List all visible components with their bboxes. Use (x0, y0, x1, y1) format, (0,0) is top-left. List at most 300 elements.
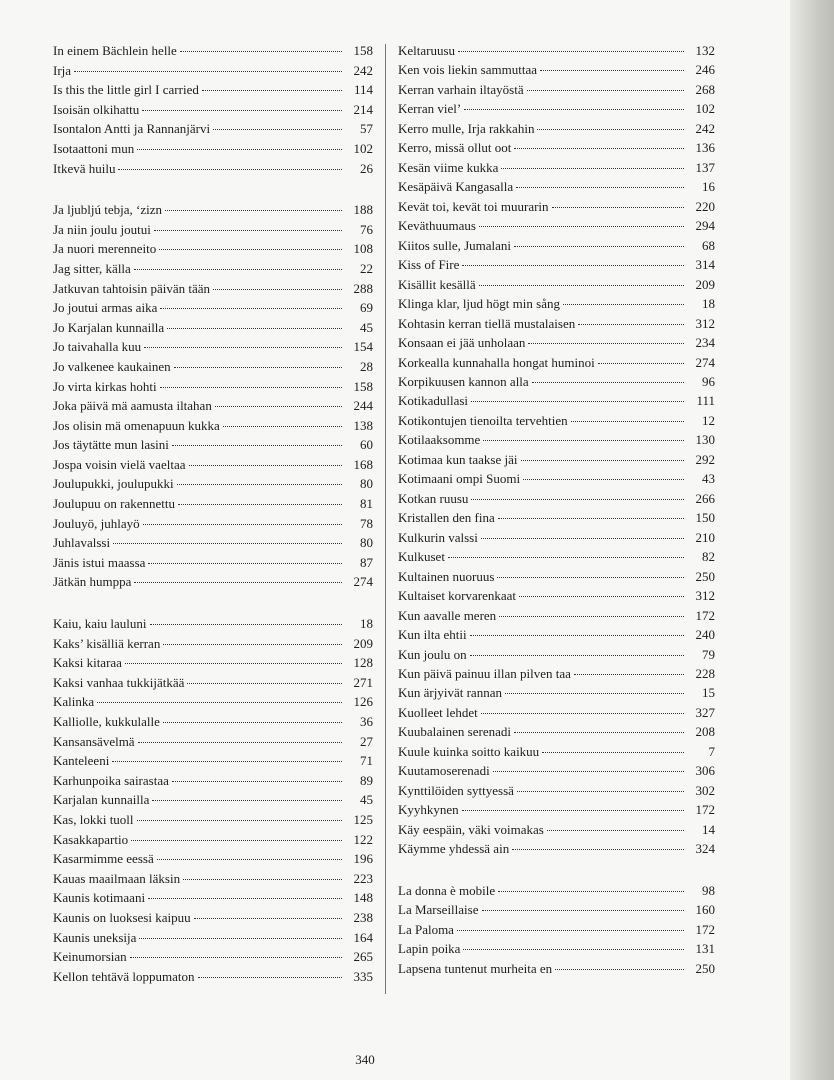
index-entry (53, 396, 373, 416)
dot-leader (165, 210, 342, 211)
song-page-number: 89 (360, 772, 373, 788)
index-entry (398, 742, 715, 761)
index-entry (53, 494, 373, 514)
dot-leader (514, 148, 684, 149)
song-title: Kun ilta ehtii (398, 627, 467, 643)
song-title: Kasakkapartio (53, 831, 129, 847)
dot-leader (172, 781, 342, 782)
dot-leader (150, 624, 342, 625)
index-column-left (53, 41, 373, 986)
song-page-number: 228 (695, 666, 715, 681)
song-page-number: 76 (360, 221, 373, 237)
song-title: La Marseillaise (398, 902, 479, 918)
song-title: Jos olisin mä omenapuun kukka (53, 417, 220, 433)
song-title: Kuubalainen serenadi (398, 724, 511, 740)
dot-leader (463, 949, 684, 950)
song-title: Kaunis uneksija (53, 929, 137, 945)
index-entry (398, 430, 715, 449)
song-title: Juhlavalssi (53, 535, 111, 551)
dot-leader (483, 440, 684, 441)
song-page-number: 122 (353, 831, 373, 847)
dot-leader (462, 810, 684, 811)
column-divider (385, 44, 386, 994)
index-entry (53, 673, 373, 693)
song-title: Kulkuset (398, 549, 445, 565)
index-column-right (398, 41, 715, 978)
dot-leader (519, 596, 684, 597)
song-title: Kotimaa kun taakse jäi (398, 451, 518, 467)
song-title: Keltaruusu (398, 43, 456, 58)
song-page-number: 208 (695, 724, 715, 740)
song-title: Kuolleet lehdet (398, 704, 478, 720)
song-page-number: 210 (695, 529, 715, 545)
dot-leader (571, 421, 684, 422)
song-title: Keväthuumaus (398, 218, 476, 234)
song-page-number: 324 (695, 841, 715, 857)
song-page-number: 274 (695, 354, 715, 370)
index-entry (53, 220, 373, 240)
song-page-number: 268 (695, 81, 715, 97)
dot-leader (194, 918, 342, 919)
index-entry (53, 239, 373, 259)
index-entry (53, 455, 373, 475)
letter-group (53, 200, 373, 592)
song-page-number: 240 (695, 627, 715, 643)
index-entry (398, 800, 715, 819)
index-entry (53, 553, 373, 573)
song-page-number: 28 (360, 358, 373, 374)
dot-leader (137, 149, 342, 150)
song-title: Lapin poika (398, 941, 461, 957)
song-page-number: 209 (695, 276, 715, 292)
index-entry (53, 908, 373, 928)
dot-leader (159, 249, 342, 250)
song-title: Korkealla kunnahalla hongat huminoi (398, 354, 595, 370)
song-page-number: 148 (353, 890, 373, 906)
song-title: Jo joutui armas aika (53, 300, 158, 316)
index-entry (53, 337, 373, 357)
index-entry (398, 216, 715, 235)
index-entry (53, 80, 373, 100)
index-entry (53, 653, 373, 673)
song-title: Kun joulu on (398, 646, 467, 662)
dot-leader (213, 129, 342, 130)
song-page-number: 160 (695, 902, 715, 918)
song-title: Isoisän olkihattu (53, 101, 140, 117)
dot-leader (512, 849, 684, 850)
dot-leader (471, 401, 684, 402)
index-entry (398, 722, 715, 741)
song-title: Ja nuori merenneito (53, 241, 157, 257)
dot-leader (537, 129, 684, 130)
song-title: Kasarmimme eessä (53, 851, 154, 867)
song-page-number: 250 (695, 960, 715, 976)
dot-leader (598, 363, 684, 364)
song-title: Kulkurin valssi (398, 529, 478, 545)
song-title: Kiitos sulle, Jumalani (398, 237, 512, 253)
song-page-number: 306 (695, 763, 715, 779)
song-page-number: 126 (353, 694, 373, 710)
song-title: Kun päivä painuu illan pilven taa (398, 666, 571, 681)
song-title: Kaunis kotimaani (53, 890, 146, 906)
song-title: Joulupuu on rakennettu (53, 496, 176, 512)
index-entry (53, 751, 373, 771)
index-entry (398, 99, 715, 118)
dot-leader (178, 504, 342, 505)
dot-leader (139, 938, 342, 939)
song-title: Jospa voisin vielä vaeltaa (53, 456, 186, 472)
index-entry (53, 119, 373, 139)
dot-leader (160, 387, 342, 388)
dot-leader (213, 289, 342, 290)
song-title: Kerro mulle, Irja rakkahin (398, 120, 535, 136)
index-entry (398, 236, 715, 255)
index-entry (398, 881, 715, 900)
index-entry (53, 259, 373, 279)
index-entry (53, 100, 373, 120)
index-entry (398, 920, 715, 939)
song-page-number: 220 (695, 198, 715, 214)
index-entry (53, 514, 373, 534)
song-title: Kaksi vanhaa tukkijätkää (53, 674, 185, 690)
index-entry (398, 391, 715, 410)
song-title: Jouluyö, juhlayö (53, 515, 140, 531)
dot-leader (505, 693, 684, 694)
song-title: Jos täytätte mun lasini (53, 437, 169, 453)
dot-leader (74, 71, 342, 72)
dot-leader (215, 406, 342, 407)
song-page-number: 132 (695, 43, 715, 58)
song-title: Kuutamoserenadi (398, 763, 490, 779)
song-page-number: 168 (353, 456, 373, 472)
index-entry (53, 139, 373, 159)
song-page-number: 81 (360, 496, 373, 512)
dot-leader (172, 445, 342, 446)
song-title: Kotkan ruusu (398, 490, 469, 506)
song-title: In einem Bächlein helle (53, 43, 177, 58)
song-page-number: 172 (695, 607, 715, 623)
song-page-number: 242 (695, 120, 715, 136)
index-entry (398, 450, 715, 469)
dot-leader (202, 90, 342, 91)
index-entry (53, 279, 373, 299)
song-title: Käymme yhdessä ain (398, 841, 510, 857)
song-title: Kyyhkynen (398, 802, 459, 818)
index-entry (398, 314, 715, 333)
song-page-number: 172 (695, 921, 715, 937)
dot-leader (514, 732, 684, 733)
index-entry (398, 41, 715, 60)
song-page-number: 242 (353, 62, 373, 78)
song-page-number: 158 (353, 378, 373, 394)
song-page-number: 128 (353, 655, 373, 671)
dot-leader (540, 70, 684, 71)
dot-leader (464, 109, 684, 110)
index-entry (53, 888, 373, 908)
index-entry (53, 318, 373, 338)
song-title: Ja niin joulu joutui (53, 221, 151, 237)
dot-leader (498, 518, 684, 519)
index-entry (53, 41, 373, 61)
dot-leader (97, 702, 342, 703)
index-entry (53, 830, 373, 850)
song-title: Irja (53, 62, 72, 78)
song-title: Kotikadullasi (398, 393, 469, 409)
song-title: Jätkän humppa (53, 574, 132, 590)
song-title: Kultaiset korvarenkaat (398, 588, 517, 604)
song-page-number: 79 (702, 646, 715, 662)
song-title: Kansansävelmä (53, 733, 135, 749)
song-page-number: 223 (353, 870, 373, 886)
song-title: Jo valkenee kaukainen (53, 358, 171, 374)
song-title: Jo Karjalan kunnailla (53, 319, 165, 335)
song-page-number: 96 (702, 373, 715, 389)
song-page-number: 244 (353, 398, 373, 414)
song-page-number: 7 (708, 743, 715, 759)
song-page-number: 18 (360, 616, 373, 632)
dot-leader (134, 582, 342, 583)
song-title: Kisällit kesällä (398, 276, 476, 292)
song-page-number: 108 (353, 241, 373, 257)
index-entry (398, 761, 715, 780)
song-title: Kaks’ kisälliä kerran (53, 635, 161, 651)
page-number: 340 (355, 1052, 375, 1067)
dot-leader (148, 898, 342, 899)
song-title: Kun ärjyivät rannan (398, 685, 502, 701)
dot-leader (113, 543, 342, 544)
song-title: Käy eespäin, väki voimakas (398, 821, 544, 837)
index-entry (398, 606, 715, 625)
song-page-number: 137 (695, 159, 715, 175)
song-page-number: 125 (353, 811, 373, 827)
song-page-number: 188 (353, 202, 373, 218)
dot-leader (497, 577, 684, 578)
song-title: Kaksi kitaraa (53, 655, 122, 671)
song-title: Konsaan ei jää unholaan (398, 335, 526, 351)
dot-leader (134, 269, 342, 270)
dot-leader (118, 169, 342, 170)
dot-leader (527, 90, 684, 91)
dot-leader (542, 752, 684, 753)
index-entry (398, 275, 715, 294)
index-entry (53, 200, 373, 220)
index-entry (53, 416, 373, 436)
book-gutter-shadow (790, 0, 834, 1080)
song-title: Jo taivahalla kuu (53, 339, 142, 355)
song-page-number: 292 (695, 451, 715, 467)
song-title: Jo virta kirkas hohti (53, 378, 157, 394)
index-entry (398, 625, 715, 644)
song-page-number: 87 (360, 554, 373, 570)
dot-leader (138, 742, 342, 743)
dot-leader (574, 674, 684, 675)
index-entry (53, 771, 373, 791)
index-entry (398, 138, 715, 157)
song-title: Kotikontujen tienoilta tervehtien (398, 412, 568, 428)
index-entry (53, 869, 373, 889)
song-page-number: 80 (360, 535, 373, 551)
index-entry (53, 61, 373, 81)
dot-leader (516, 187, 684, 188)
dot-leader (555, 969, 684, 970)
dot-leader (458, 51, 684, 52)
song-title: Kerran viel’ (398, 101, 462, 117)
song-page-number: 327 (695, 704, 715, 720)
song-page-number: 266 (695, 490, 715, 506)
dot-leader (160, 308, 342, 309)
song-page-number: 138 (353, 417, 373, 433)
letter-group-gap (53, 178, 373, 200)
song-page-number: 250 (695, 568, 715, 584)
song-page-number: 45 (360, 792, 373, 808)
song-page-number: 80 (360, 476, 373, 492)
song-page-number: 43 (702, 471, 715, 487)
dot-leader (187, 683, 342, 684)
dot-leader (142, 110, 342, 111)
dot-leader (144, 347, 342, 348)
song-page-number: 164 (353, 929, 373, 945)
song-page-number: 214 (353, 101, 373, 117)
index-entry (398, 255, 715, 274)
song-title: Kesän viime kukka (398, 159, 499, 175)
song-page-number: 102 (695, 101, 715, 117)
letter-group (398, 41, 715, 859)
song-page-number: 45 (360, 319, 373, 335)
dot-leader (183, 879, 342, 880)
song-page-number: 246 (695, 62, 715, 78)
dot-leader (532, 382, 684, 383)
dot-leader (462, 265, 684, 266)
index-entry (53, 967, 373, 987)
song-title: Kohtasin kerran tiellä mustalaisen (398, 315, 576, 331)
song-title: Kas, lokki tuoll (53, 811, 134, 827)
dot-leader (499, 616, 684, 617)
index-entry (53, 732, 373, 752)
index-entry (398, 372, 715, 391)
song-title: Kerro, missä ollut oot (398, 140, 512, 156)
song-page-number: 69 (360, 300, 373, 316)
index-entry (398, 645, 715, 664)
song-page-number: 234 (695, 335, 715, 351)
dot-leader (552, 207, 684, 208)
index-entry (398, 839, 715, 858)
dot-leader (482, 910, 685, 911)
dot-leader (154, 230, 342, 231)
letter-group (53, 41, 373, 178)
song-page-number: 102 (353, 140, 373, 156)
dot-leader (131, 840, 342, 841)
index-entry (398, 411, 715, 430)
song-title: Kuule kuinka soitto kaikuu (398, 743, 540, 759)
index-entry (398, 528, 715, 547)
song-title: Joulupukki, joulupukki (53, 476, 174, 492)
letter-group-gap (398, 859, 715, 881)
index-entry (398, 294, 715, 313)
index-entry (398, 683, 715, 702)
song-page-number: 312 (695, 588, 715, 604)
song-title: Korpikuusen kannon alla (398, 373, 529, 389)
index-entry (53, 947, 373, 967)
song-page-number: 114 (353, 82, 373, 98)
index-entry (53, 377, 373, 397)
song-title: Jänis istui maassa (53, 554, 146, 570)
song-title: Kalliolle, kukkulalle (53, 714, 160, 729)
index-entry (398, 119, 715, 138)
dot-leader (130, 957, 342, 958)
song-page-number: 271 (353, 674, 373, 690)
dot-leader (112, 761, 342, 762)
dot-leader (521, 460, 685, 461)
dot-leader (481, 713, 684, 714)
index-entry (53, 928, 373, 948)
index-entry (53, 474, 373, 494)
dot-leader (563, 304, 684, 305)
song-page-number: 196 (353, 851, 373, 867)
song-page-number: 150 (695, 510, 715, 526)
song-page-number: 209 (353, 635, 373, 651)
index-entry (398, 664, 715, 683)
dot-leader (148, 563, 342, 564)
index-entry (53, 810, 373, 830)
dot-leader (163, 722, 342, 723)
dot-leader (498, 891, 684, 892)
index-entry (53, 790, 373, 810)
index-entry (398, 781, 715, 800)
song-title: Itkevä huilu (53, 160, 116, 176)
index-entry (53, 572, 373, 592)
dot-leader (493, 771, 684, 772)
dot-leader (470, 655, 684, 656)
index-entry (398, 820, 715, 839)
index-entry (53, 159, 373, 179)
song-title: Joka päivä mä aamusta iltahan (53, 398, 212, 414)
dot-leader (523, 479, 684, 480)
song-title: Kun aavalle meren (398, 607, 497, 623)
song-title: Kanteleeni (53, 753, 110, 769)
letter-group (398, 881, 715, 978)
song-page-number: 82 (702, 549, 715, 565)
index-entry (398, 177, 715, 196)
index-entry (398, 469, 715, 488)
song-page-number: 98 (702, 882, 715, 898)
song-page-number: 131 (695, 941, 715, 957)
dot-leader (152, 800, 342, 801)
index-entry (398, 703, 715, 722)
dot-leader (163, 644, 342, 645)
song-page-number: 136 (695, 140, 715, 156)
index-entry (53, 435, 373, 455)
song-title: Kevät toi, kevät toi muurarin (398, 198, 549, 214)
dot-leader (174, 367, 342, 368)
dot-leader (189, 465, 343, 466)
dot-leader (143, 524, 342, 525)
song-page-number: 14 (702, 821, 715, 837)
dot-leader (157, 859, 342, 860)
dot-leader (517, 791, 684, 792)
index-entry (398, 900, 715, 919)
index-entry (53, 634, 373, 654)
dot-leader (457, 930, 684, 931)
dot-leader (177, 484, 342, 485)
dot-leader (528, 343, 684, 344)
song-page-number: 130 (695, 432, 715, 448)
song-title: Kaiu, kaiu lauluni (53, 616, 147, 632)
song-page-number: 18 (702, 296, 715, 312)
dot-leader (137, 820, 342, 821)
song-page-number: 335 (353, 968, 373, 984)
song-page-number: 26 (360, 160, 373, 176)
song-title: Isontalon Antti ja Rannanjärvi (53, 121, 211, 137)
